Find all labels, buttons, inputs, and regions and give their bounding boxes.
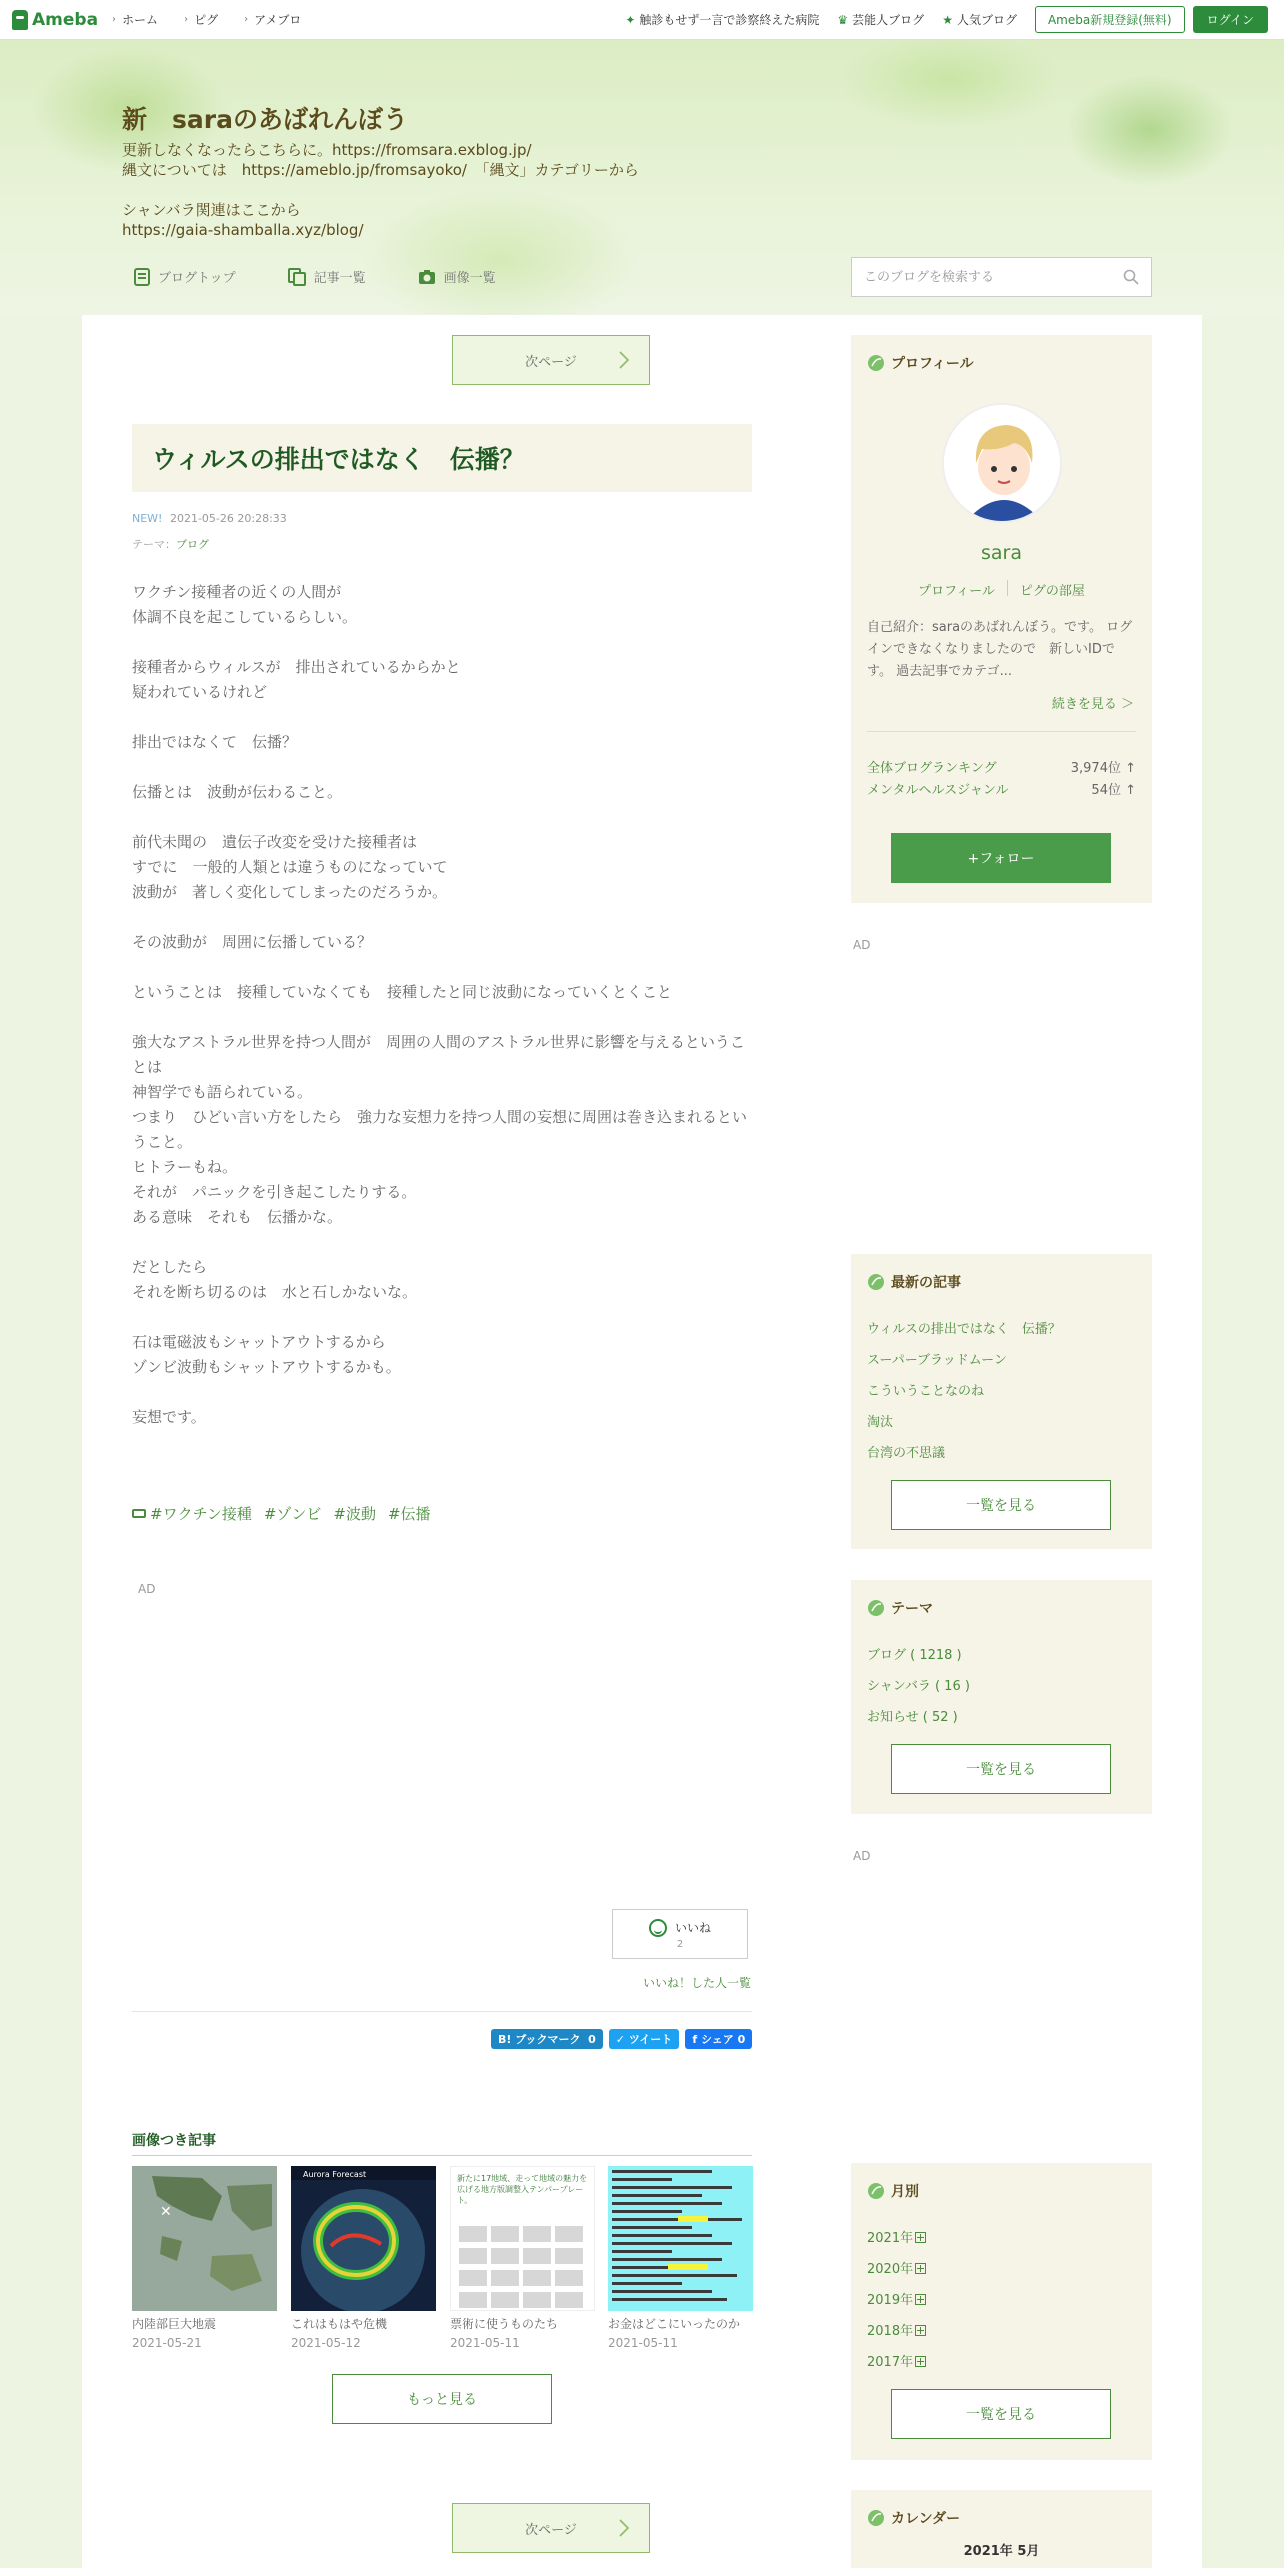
leaf-icon bbox=[867, 1273, 885, 1291]
blog-nav bbox=[134, 267, 548, 286]
article-list-label: 記事一覧 bbox=[313, 271, 366, 286]
overall-ranking-value: 3,974位 ↑ bbox=[1070, 761, 1136, 776]
celebrity-blog-label: 芸能人ブログ bbox=[852, 13, 925, 27]
like-count: 2 bbox=[676, 1938, 684, 1950]
thumbnail-document bbox=[450, 2166, 595, 2311]
login-button[interactable]: ログイン bbox=[1193, 6, 1268, 33]
image-list-label: 画像一覧 bbox=[443, 271, 496, 286]
avatar[interactable] bbox=[942, 403, 1062, 523]
aurora-label: Aurora Forecast bbox=[303, 2170, 367, 2179]
hatena-bookmark-button[interactable] bbox=[491, 2029, 603, 2049]
recent-article-link[interactable]: ウィルスの排出ではなく 伝播？ bbox=[867, 1322, 1061, 1337]
sparkle-icon: ✦ bbox=[625, 12, 636, 27]
image-article-card[interactable] bbox=[608, 2166, 753, 2350]
post-theme bbox=[132, 536, 209, 552]
view-all-months-button[interactable]: 一覧を見る bbox=[891, 2389, 1111, 2439]
year-link[interactable] bbox=[867, 2262, 926, 2277]
profile-title-label: プロフィール bbox=[891, 356, 974, 372]
search-icon[interactable] bbox=[1123, 269, 1139, 285]
read-more-link[interactable]: 続きを見る ＞ bbox=[1051, 697, 1134, 712]
image-article-card[interactable] bbox=[450, 2166, 595, 2350]
post-title[interactable]: ウィルスの排出ではなく 伝播？ bbox=[132, 424, 752, 492]
header-links bbox=[625, 6, 1284, 33]
liked-users-link[interactable]: いいね！した人一覧 bbox=[643, 1976, 752, 1990]
theme-link[interactable]: お知らせ ( 52 ) bbox=[867, 1710, 958, 1725]
trending-topic-label: 触診もせず一言で診察終えた病院 bbox=[639, 13, 820, 27]
blog-description: 更新しなくなったらこちらに。https://fromsara.exblog.jp/ 縄文については https://ameblo.jp/fromsayoko/ 「縄文」カテゴリーから シャンバラ関連はここから https://gaia-shamballa.xyz/blog/ bbox=[122, 141, 639, 239]
divider bbox=[132, 2011, 752, 2012]
profile-widget bbox=[851, 335, 1152, 903]
expand-icon[interactable] bbox=[915, 2356, 926, 2367]
ameba-logo[interactable] bbox=[12, 10, 98, 30]
like-label: いいね bbox=[674, 1921, 711, 1935]
post-meta bbox=[132, 512, 287, 525]
year-label: 2020年 bbox=[867, 2262, 914, 2277]
expand-icon[interactable] bbox=[915, 2294, 926, 2305]
theme-link[interactable]: ブログ bbox=[176, 538, 209, 551]
image-article-date: 2021-05-11 bbox=[608, 2336, 678, 2350]
hatena-count: 0 bbox=[588, 2032, 596, 2046]
recent-article-link[interactable]: こういうことなのね bbox=[867, 1384, 985, 1399]
tag-icon bbox=[132, 1509, 146, 1518]
new-badge: NEW! bbox=[132, 512, 163, 525]
monthly-title-label: 月別 bbox=[891, 2184, 919, 2200]
thumbnail-map bbox=[132, 2166, 277, 2311]
chevron-right-icon bbox=[613, 349, 635, 371]
global-nav bbox=[112, 11, 327, 28]
image-article-caption: これはもはや危機 bbox=[291, 2317, 388, 2331]
overall-ranking-link[interactable]: 全体ブログランキング bbox=[867, 761, 997, 776]
image-article-date: 2021-05-21 bbox=[132, 2336, 202, 2350]
smile-icon bbox=[649, 1919, 667, 1937]
divider bbox=[867, 731, 1136, 732]
image-article-caption: 内陸部巨大地震 bbox=[132, 2317, 217, 2331]
blog-top-link[interactable] bbox=[134, 267, 236, 286]
copy-icon bbox=[288, 268, 306, 286]
view-all-themes-button[interactable]: 一覧を見る bbox=[891, 1744, 1111, 1794]
nav-ameblo[interactable] bbox=[244, 11, 301, 28]
document-icon bbox=[134, 268, 150, 286]
image-article-caption: お金はどこにいったのか bbox=[608, 2317, 741, 2331]
tweet-button[interactable] bbox=[609, 2029, 680, 2049]
theme-link[interactable]: ブログ ( 1218 ) bbox=[867, 1648, 962, 1663]
bird-icon: ✓ bbox=[615, 2032, 626, 2046]
see-more-button[interactable]: もっと見る bbox=[332, 2374, 552, 2424]
popular-blog-label: 人気ブログ bbox=[956, 13, 1017, 27]
logo-text: Ameba bbox=[32, 9, 99, 30]
monthly-archive-widget bbox=[851, 2163, 1152, 2460]
image-article-card[interactable] bbox=[132, 2166, 277, 2350]
hatena-label: B! ブックマーク bbox=[498, 2033, 581, 2046]
genre-ranking-link[interactable]: メンタルヘルスジャンル bbox=[867, 783, 1009, 798]
calendar-widget bbox=[851, 2490, 1152, 2568]
recent-title-label: 最新の記事 bbox=[891, 1275, 961, 1291]
expand-icon[interactable] bbox=[915, 2325, 926, 2336]
calendar-title-label: カレンダー bbox=[891, 2511, 961, 2527]
post-datetime: 2021-05-26 20:28:33 bbox=[169, 512, 287, 525]
expand-icon[interactable] bbox=[915, 2232, 926, 2243]
theme-label: テーマ： bbox=[132, 538, 176, 551]
hashtag[interactable]: #ワクチン接種 bbox=[150, 1505, 252, 1523]
image-articles-title: 画像つき記事 bbox=[132, 2133, 216, 2149]
register-button[interactable]: Ameba新規登録(無料) bbox=[1035, 6, 1185, 33]
year-list bbox=[867, 2228, 926, 2383]
next-page-button-top[interactable] bbox=[452, 335, 650, 385]
share-buttons bbox=[485, 2029, 752, 2049]
top-navigation-bar bbox=[0, 0, 1284, 40]
ad-label: AD bbox=[853, 1849, 871, 1863]
profile-link[interactable]: プロフィール bbox=[918, 584, 995, 599]
blog-header bbox=[0, 40, 1284, 315]
image-list-link[interactable] bbox=[418, 267, 496, 286]
chevron-right-icon: › bbox=[184, 14, 189, 25]
hashtag[interactable]: #ゾンビ bbox=[263, 1505, 322, 1523]
hashtag-list bbox=[132, 1503, 443, 1524]
nav-home-label: ホーム bbox=[122, 13, 159, 27]
recent-article-link[interactable]: 台湾の不思議 bbox=[867, 1446, 946, 1461]
nav-ameblo-label: アメブロ bbox=[254, 13, 302, 27]
recent-article-link[interactable]: スーパーブラッドムーン bbox=[867, 1353, 1007, 1368]
leaf-icon bbox=[867, 2182, 885, 2200]
camera-icon bbox=[418, 269, 436, 285]
recent-article-list bbox=[867, 1319, 1061, 1474]
leaf-icon bbox=[867, 1599, 885, 1617]
genre-ranking-value: 54位 ↑ bbox=[1091, 783, 1136, 798]
theme-title-label: テーマ bbox=[891, 1601, 933, 1617]
ranking-row bbox=[867, 757, 1136, 776]
calendar-month: 2021年 5月 bbox=[963, 2544, 1040, 2559]
thumbnail-table bbox=[608, 2166, 753, 2311]
tweet-label: ツイート bbox=[628, 2033, 673, 2046]
next-page-button-bottom[interactable] bbox=[452, 2503, 650, 2553]
year-link[interactable] bbox=[867, 2324, 926, 2339]
ameba-logo-icon bbox=[12, 10, 28, 30]
year-link[interactable] bbox=[867, 2293, 926, 2308]
crown-icon: ♛ bbox=[837, 12, 849, 27]
pigg-room-link[interactable]: ピグの部屋 bbox=[1019, 584, 1085, 599]
expand-icon[interactable] bbox=[915, 2263, 926, 2274]
year-link[interactable] bbox=[867, 2355, 926, 2370]
divider bbox=[132, 2155, 752, 2156]
leaf-icon bbox=[867, 2509, 885, 2527]
blog-title[interactable]: 新 saraのあばれんぼう bbox=[122, 105, 408, 134]
fb-count: 0 bbox=[737, 2032, 746, 2046]
post-body: ワクチン接種者の近くの人間が 体調不良を起こしているらしい。 接種者からウィルスが 排出されているからかと 疑われているけれど 排出ではなくて 伝播？ 伝播とは 波動が伝わること。 前代未聞の 遺伝子改変を受けた接種者は すでに 一般的人類とは違うものになっていて 波動が 著しく変化してしまったのだろうか。 その波動が 周囲に伝播している？ ということは 接種していなくても 接種したと同じ波動になっていくとくこと 強大なアストラル世界を持つ人間が 周囲の人間のアストラル世界に影響を与えるということは 神智学でも語られている。 つまり ひどい言い方をしたら 強力な妄想力を持つ人間の妄想に周囲は巻き込まれるということ。 ヒトラーもね。 それが パニックを引き起こしたりする。 ある意味 それも 伝播かな。 だとしたら それを断ち切るのは 水と石しかないな。 石は電磁波もシャットアウトするから ゾンビ波動もシャットアウトするかも。 妄想です。 bbox=[132, 583, 748, 1426]
chevron-right-icon: › bbox=[112, 14, 117, 25]
ad-label: AD bbox=[138, 1582, 156, 1596]
recent-title bbox=[867, 1272, 961, 1292]
calendar-title bbox=[867, 2508, 960, 2528]
theme-link[interactable]: シャンバラ ( 16 ) bbox=[867, 1679, 970, 1694]
thumbnail-aurora bbox=[291, 2166, 436, 2311]
nav-home[interactable] bbox=[112, 11, 158, 28]
popular-blog-link[interactable] bbox=[942, 11, 1017, 28]
facebook-share-button[interactable] bbox=[685, 2029, 752, 2049]
year-label: 2018年 bbox=[867, 2324, 914, 2339]
ad-label: AD bbox=[853, 938, 871, 952]
celebrity-blog-link[interactable] bbox=[837, 11, 924, 28]
year-link[interactable] bbox=[867, 2231, 926, 2246]
view-all-articles-button[interactable]: 一覧を見る bbox=[891, 1480, 1111, 1530]
image-article-date: 2021-05-12 bbox=[291, 2336, 361, 2350]
fb-label: シェア bbox=[700, 2033, 734, 2046]
image-article-date: 2021-05-11 bbox=[450, 2336, 520, 2350]
profile-intro: 自己紹介：saraのあばれんぼう。です。 ログインできなくなりましたので 新しいIDです。 過去記事でカテゴ... bbox=[867, 620, 1133, 679]
facebook-icon: f bbox=[692, 2032, 698, 2046]
profile-title bbox=[867, 353, 974, 373]
star-icon: ★ bbox=[942, 12, 953, 27]
profile-name[interactable]: sara bbox=[981, 542, 1022, 564]
nav-pigg-label: ピグ bbox=[194, 13, 219, 27]
like-button[interactable] bbox=[612, 1909, 748, 1959]
theme-list bbox=[867, 1645, 970, 1738]
image-article-card[interactable] bbox=[291, 2166, 436, 2350]
year-label: 2021年 bbox=[867, 2231, 914, 2246]
hashtag[interactable]: #伝播 bbox=[387, 1505, 431, 1523]
chevron-right-icon bbox=[613, 2517, 635, 2539]
year-label: 2017年 bbox=[867, 2355, 914, 2370]
blog-top-label: ブログトップ bbox=[158, 271, 236, 286]
thumbnail-text: 新たに17地域、走って地域の魅力を広げる地方版調整入テンパープレート。 bbox=[457, 2174, 588, 2205]
trending-topic-link[interactable] bbox=[625, 11, 819, 28]
hashtag[interactable]: #波動 bbox=[333, 1505, 376, 1523]
recent-article-link[interactable]: 淘汰 bbox=[867, 1415, 894, 1430]
theme-widget bbox=[851, 1580, 1152, 1814]
image-article-caption: 票術に使うものたち bbox=[450, 2317, 559, 2331]
blog-search bbox=[851, 257, 1152, 297]
next-page-label: 次ページ bbox=[525, 354, 577, 370]
ranking-row bbox=[867, 779, 1136, 798]
profile-links bbox=[851, 580, 1152, 599]
nav-pigg[interactable] bbox=[184, 11, 218, 28]
blog-search-input[interactable] bbox=[864, 270, 1123, 285]
svg-text:✕: ✕ bbox=[160, 2204, 172, 2220]
monthly-title bbox=[867, 2181, 919, 2201]
next-page-label: 次ページ bbox=[525, 2522, 577, 2538]
year-label: 2019年 bbox=[867, 2293, 914, 2308]
leaf-icon bbox=[867, 354, 885, 372]
article-list-link[interactable] bbox=[288, 267, 366, 286]
follow-button[interactable]: +フォロー bbox=[891, 833, 1111, 883]
theme-title bbox=[867, 1598, 933, 1618]
recent-articles-widget bbox=[851, 1254, 1152, 1549]
divider bbox=[1007, 580, 1008, 596]
chevron-right-icon: › bbox=[244, 14, 249, 25]
